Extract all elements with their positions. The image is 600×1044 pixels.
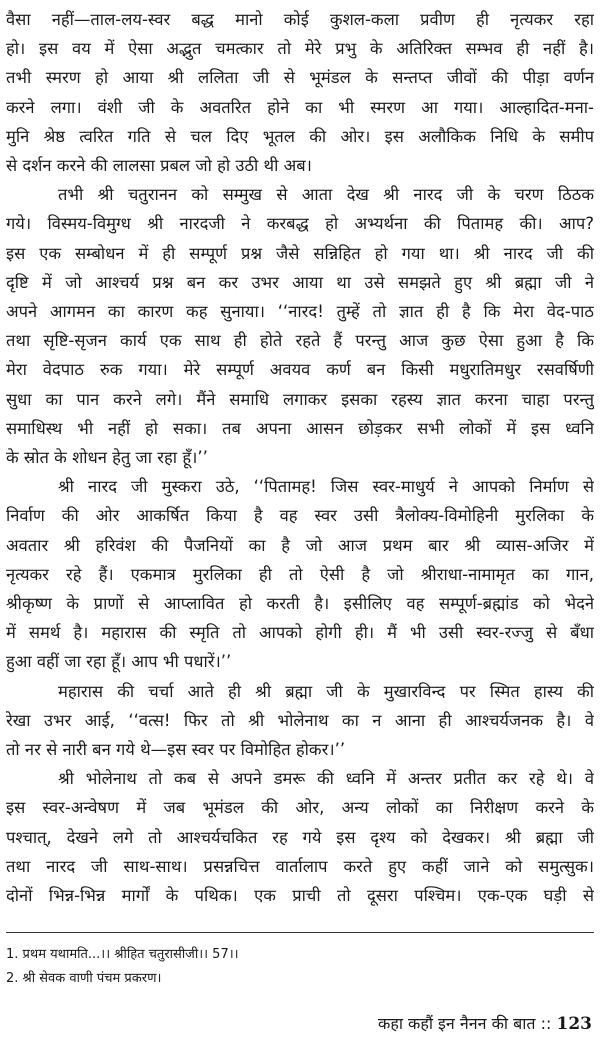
text-line: करने लगा। वंशी जी के अवतरित होने का भी स्मरण आ गया। आल्हादित-मना- [6, 97, 594, 117]
paragraph-first-line: महारास की चर्चा आते ही श्री ब्रह्मा जी के मुखारविन्द पर स्मित हास्य की [58, 681, 594, 701]
text-line: सुधा का पान करने लगे। मैंने समाधि लगाकर इसका रहस्य ज्ञात करना चाहा परन्तु [6, 389, 594, 409]
text-line: वैसा नहीं—ताल-लय-स्वर बद्ध मानो कोई कुशल-कला प्रवीण ही नृत्यकर रहा [6, 10, 594, 29]
footer-separator: :: [540, 1014, 552, 1033]
footnote: 2. श्री सेवक वाणी पंचम प्रकरण। [6, 971, 162, 986]
text-line: श्रीकृष्ण के प्राणों से आप्लावित हो करती है। इसीलिए वह सम्पूर्ण-ब्रह्मांड को भेदने [6, 594, 594, 614]
text-line: निर्वाण की ओर आकर्षित किया है वह स्वर उसी त्रैलोक्य-विमोहिनी मुरलिका के [6, 506, 594, 526]
body-text [6, 5, 594, 910]
text-line: तथा सृष्टि-सृजन कार्य एक साथ ही होते रहते हैं परन्तु आज कुछ ऐसा हुआ है कि [6, 331, 594, 351]
text-line: से दर्शन करने की लालसा प्रबल जो हो उठी थी अब। [6, 156, 312, 176]
text-line: तो नर से नारी बन गये थे—इस स्वर पर विमोहित होकर।’’ [6, 740, 346, 760]
footnotes [6, 932, 594, 991]
text-line: के स्रोत के शोधन हेतु जा रहा हूँ।’’ [6, 448, 208, 468]
text-line: दृष्टि में जो आश्चर्य प्रश्न बन कर उभर आया था उसे समझते हुए श्री ब्रह्मा जी ने [6, 272, 594, 292]
text-line: मुनि श्रेष्ठ त्वरित गति से चल दिए भूतल की ओर। इस अलौकिक निधि के समीप [6, 126, 594, 146]
text-line: में समर्थ है। महारास की स्मृति तो आपको होगी ही। मैं भी उसी स्वर-रज्जु से बँधा [6, 623, 594, 643]
paragraph-first-line: श्री नारद जी मुस्करा उठे, ‘‘पितामह! जिस स्वर-माधुर्य ने आपको निर्माण से [58, 477, 594, 497]
text-line: तथा नारद जी साथ-साथ। प्रसन्नचित्त वार्तालाप करते हुए कहीं जाने को समुत्सुक। [6, 856, 594, 876]
running-footer [378, 1012, 592, 1034]
text-line: हुआ वहीं जा रहा हूँ। आप भी पधारें।’’ [6, 652, 232, 672]
text-line: अवतार श्री हरिवंश की पैजनियों का है जो आज प्रथम बार श्री व्यास-अजिर में [6, 535, 594, 555]
text-line: मेरा वेदपाठ रुक गया। मेरे सम्पूर्ण अवयव कर्ण बन किसी मधुरातिमधुर रसवर्षिणी [6, 360, 594, 380]
text-line: इस स्वर-अन्वेषण में जब भूमंडल की ओर, अन्य लोकों का निरीक्षण करने के [6, 798, 594, 818]
text-line: अपने आगमन का कारण कह सुनाया। ‘‘नारद! तुम्हें तो ज्ञात ही है कि मेरा वेद-पाठ [6, 302, 594, 322]
text-line: समाधिस्थ भी नहीं हो सका। तब अपना आसन छोड़कर सभी लोकों में इस ध्वनि [6, 418, 594, 438]
paragraph-first-line: तभी श्री चतुरानन को सम्मुख से आता देख श्री नारद जी के चरण ठिठक [58, 185, 594, 205]
paragraph-first-line: श्री भोलेनाथ तो कब से अपने डमरू की ध्वनि में अन्तर प्रतीत कर रहे थे। वे [58, 769, 594, 789]
text-line: रेखा उभर आई, ‘‘वत्स! फिर तो श्री भोलेनाथ का न आना ही आश्चर्यजनक है। वे [6, 710, 594, 730]
text-line: तभी स्मरण हो आया श्री ललिता जी से भूमंडल के सन्तप्त जीवों की पीड़ा वर्णन [6, 68, 594, 88]
text-line: नृत्यकर रहे हैं। एकमात्र मुरलिका ही तो ऐसी है जो श्रीराधा-नामामृत का गान, [6, 564, 594, 584]
text-line: पश्चात्, देखने लगे तो आश्चर्यचकित रह गये इस दृश्य को देखकर। श्री ब्रह्मा जी [6, 827, 594, 847]
text-line: इस एक सम्बोधन में ही सम्पूर्ण प्रश्न जैसे सन्निहित हो गया था। श्री नारद जी की [6, 243, 594, 263]
footnote: 1. प्रथम यथामति...।। श्रीहित चतुरासीजी।। 57।। [6, 947, 239, 962]
text-line: हो। इस वय में ऐसा अद्भुत चमत्कार तो मेरे प्रभु के अतिरिक्त सम्भव ही नहीं है। [6, 39, 594, 59]
text-line: गये। विस्मय-विमुग्ध श्री नारदजी ने करबद्ध हो अभ्यर्थना की पितामह की। आप? [6, 214, 594, 234]
page-number: 123 [556, 1014, 592, 1034]
text-line: दोनों भिन्न-भिन्न मार्गों के पथिक। एक प्राची तो दूसरा पश्चिम। एक-एक घड़ी से [6, 886, 594, 906]
running-title: कहा कहौं इन नैनन की बात [378, 1014, 536, 1033]
